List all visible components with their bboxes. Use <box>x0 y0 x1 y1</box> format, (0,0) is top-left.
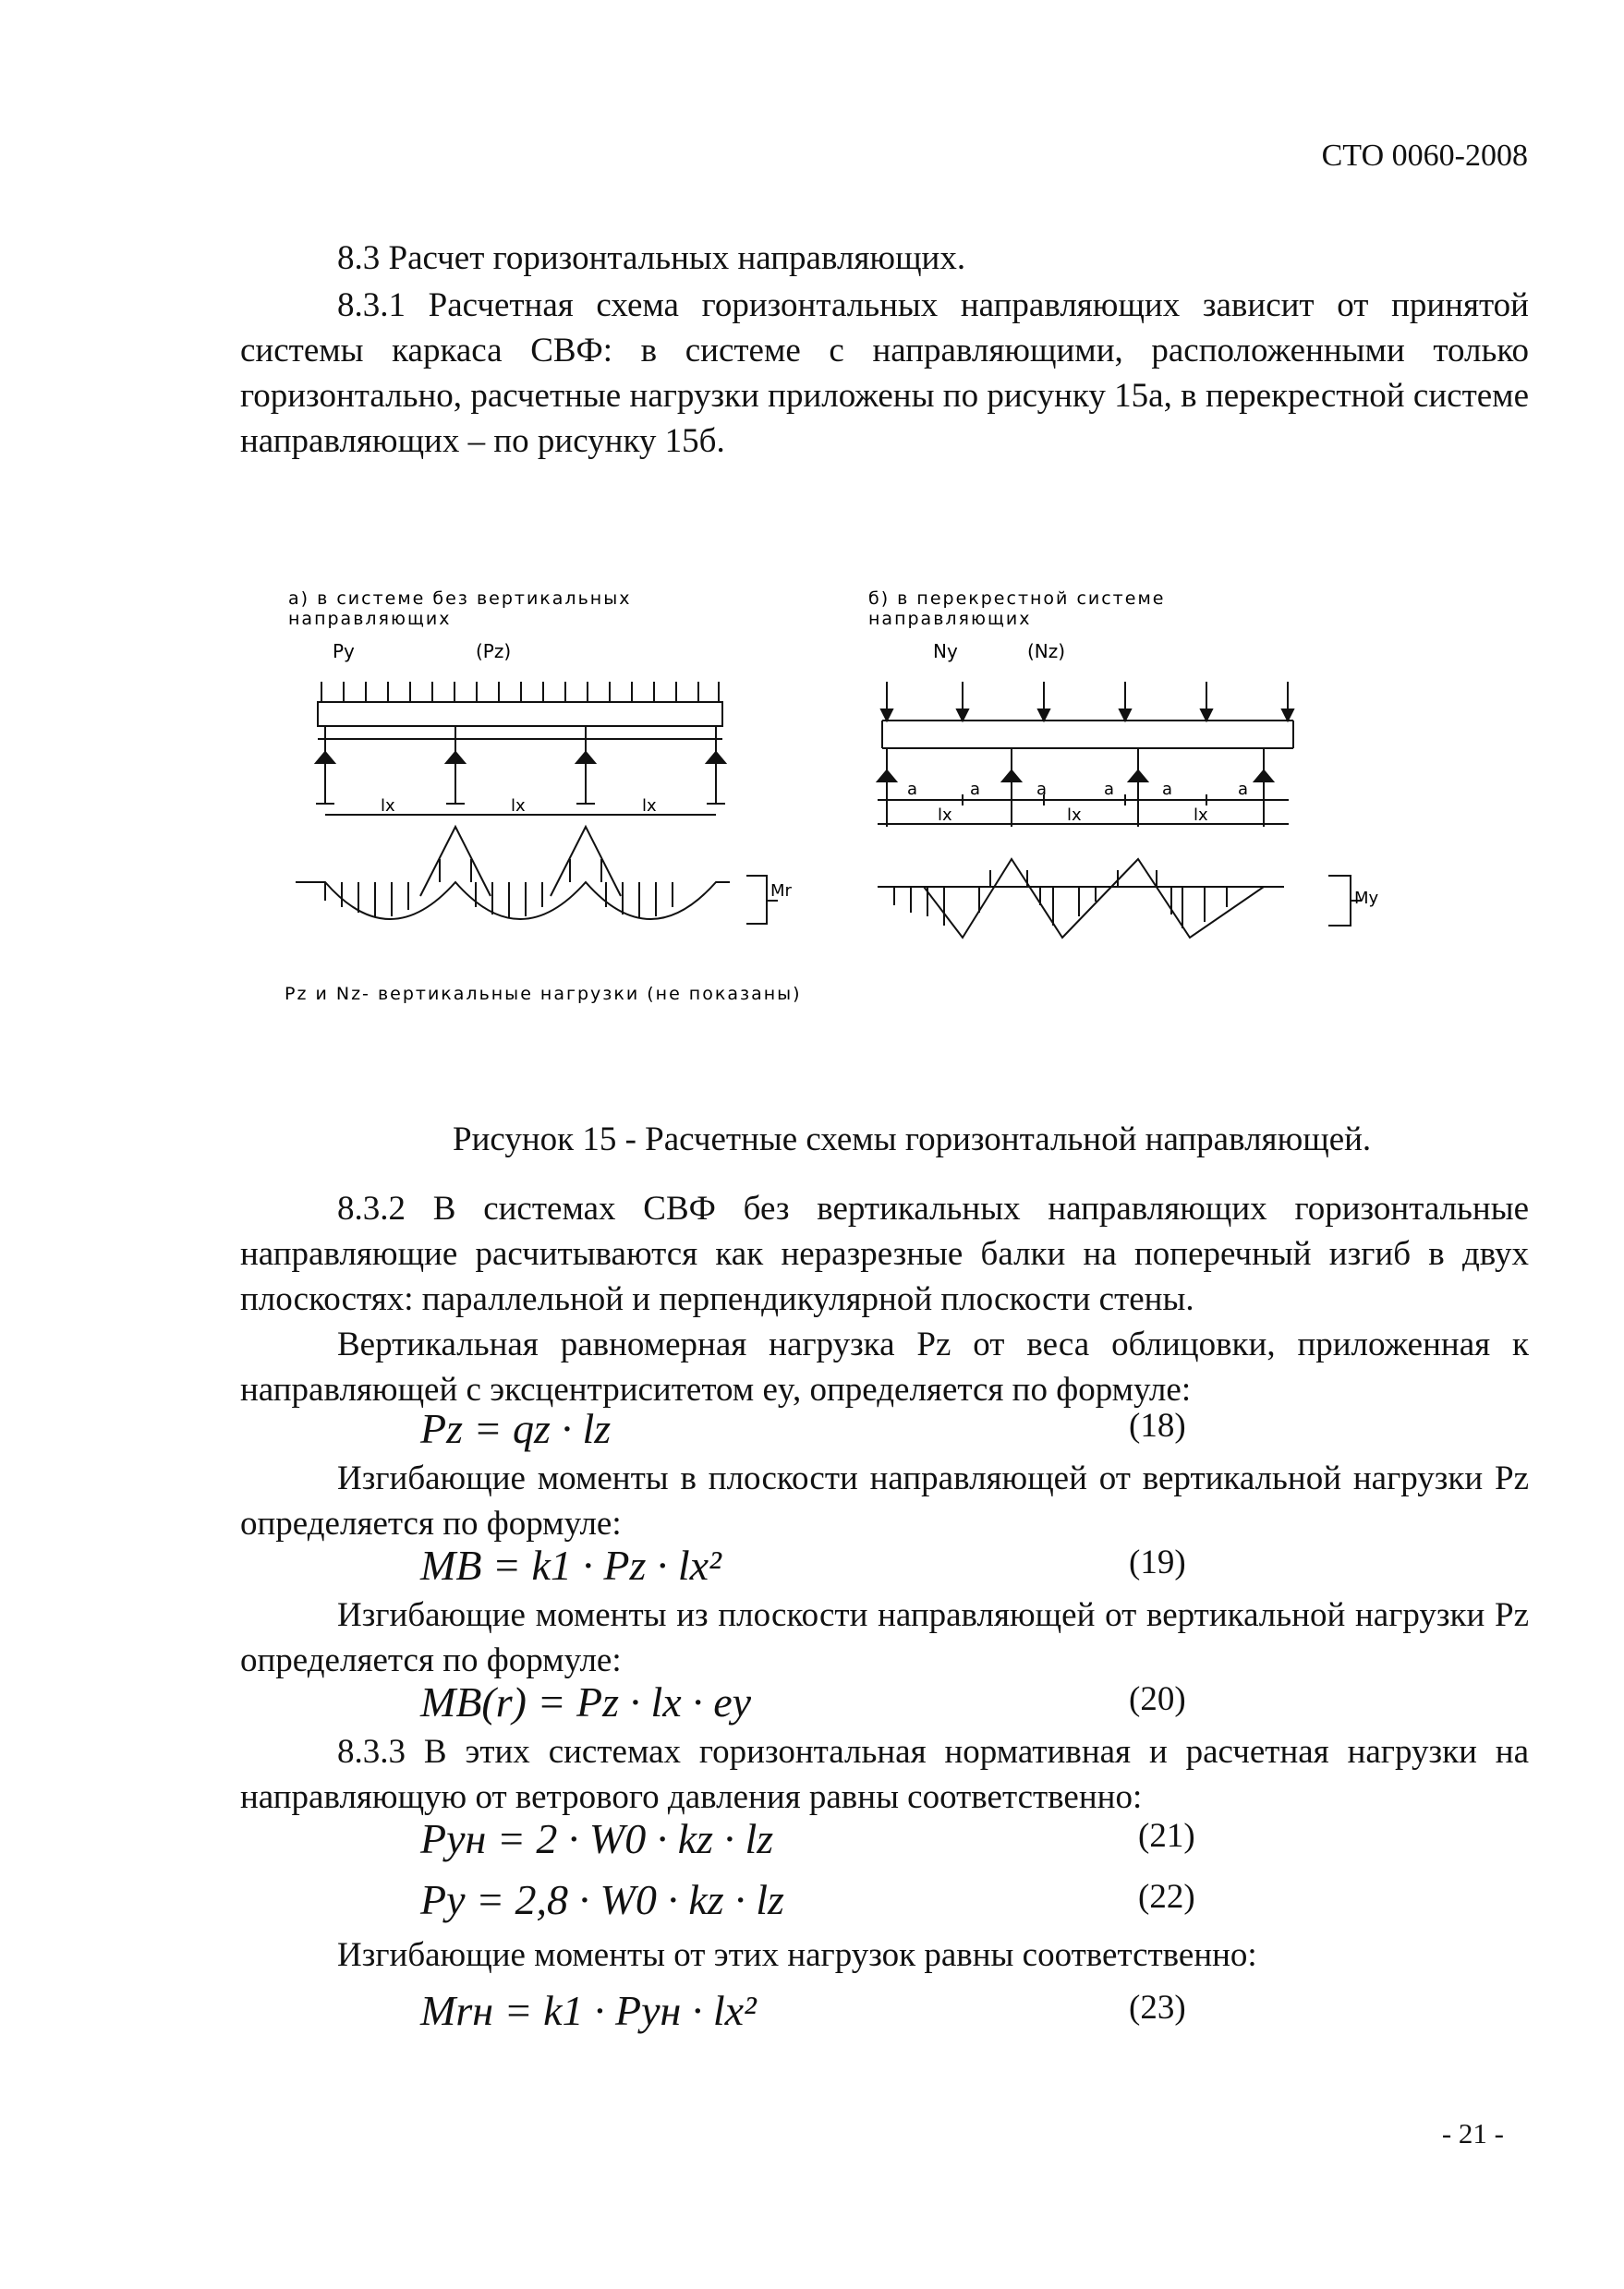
left-beam-scheme <box>296 682 778 924</box>
paragraph-8-3-1: 8.3.1 Расчетная схема горизонтальных направляющих зависит от принятой системы каркаса СВФ: в системе с направляющими, расположенными только горизонтально, расчетные нагрузки приложены по рисунку 15а, в перекрестной системе направляющих – по рисунку 15б. <box>240 286 1529 460</box>
formula-21: Pyн = 2 · W0 · kz · lz <box>420 1815 774 1862</box>
paragraph-moment-out-plane: Изгибающие моменты из плоскости направляющей от вертикальной нагрузки Pz определяется по формуле: <box>240 1596 1529 1679</box>
span-label-2: lx <box>511 796 526 816</box>
figure-15-diagram <box>277 582 1432 1016</box>
paragraph-moments-wind: Изгибающие моменты от этих нагрузок равны соответственно: <box>337 1936 1257 1974</box>
span-label-r2: lx <box>1067 805 1082 825</box>
formula-21-number: (21) <box>1138 1817 1195 1855</box>
left-scheme-title-line-2: направляющих <box>288 609 452 629</box>
formula-23: Mrн = k1 · Pyн · lx² <box>420 1987 757 2034</box>
left-scheme-title-line-1: а) в системе без вертикальных <box>288 588 632 609</box>
seg-a-4: a <box>1104 780 1115 799</box>
formula-18: Pz = qz · lz <box>420 1405 612 1452</box>
paragraph-8-3-2: 8.3.2 В системах СВФ без вертикальных направляющих горизонтальные направляющие расчитываются как неразрезные балки на поперечный изгиб в двух плоскостях: параллельной и перпендикулярной плоскости стены. <box>240 1190 1529 1318</box>
span-label-3: lx <box>642 796 657 816</box>
distributed-load-arrows <box>321 682 719 702</box>
formula-19-number: (19) <box>1129 1544 1186 1581</box>
formula-18-number: (18) <box>1129 1407 1186 1445</box>
load-nz-label: (Nz) <box>1027 640 1066 662</box>
span-label-r1: lx <box>938 805 952 825</box>
right-scheme-title-line-2: направляющих <box>868 609 1032 629</box>
moment-my-label: My <box>1354 889 1379 908</box>
seg-a-2: a <box>970 780 981 799</box>
seg-a-3: a <box>1036 780 1048 799</box>
moment-mr-label: Mr <box>770 881 792 901</box>
formula-22: Py = 2,8 · W0 · kz · lz <box>420 1876 784 1923</box>
span-label-1: lx <box>381 796 395 816</box>
formula-23-number: (23) <box>1129 1989 1186 2027</box>
section-heading: 8.3 Расчет горизонтальных направляющих. <box>337 239 966 277</box>
paragraph-moment-in-plane: Изгибающие моменты в плоскости направляющей от вертикальной нагрузки Pz определяется по формуле: <box>240 1459 1529 1543</box>
paragraph-8-3-3: 8.3.3 В этих системах горизонтальная нормативная и расчетная нагрузки на направляющую от ветрового давления равны соответственно: <box>240 1733 1529 1816</box>
formula-20: MB(r) = Pz · lx · ey <box>420 1678 752 1726</box>
paragraph-vertical-load: Вертикальная равномерная нагрузка Pz от веса облицовки, приложенная к направляющей с эксцентриситетом ey, определяется по формуле: <box>240 1326 1529 1409</box>
seg-a-5: a <box>1162 780 1173 799</box>
seg-a-1: a <box>907 780 918 799</box>
document-code: СТО 0060-2008 <box>1321 139 1528 173</box>
span-label-r3: lx <box>1194 805 1208 825</box>
formula-20-number: (20) <box>1129 1680 1186 1718</box>
load-ny-label: Ny <box>933 640 958 662</box>
page-number: - 21 - <box>1441 2117 1504 2150</box>
figure-note: Pz и Nz- вертикальные нагрузки (не показаны) <box>285 984 802 1004</box>
load-py-label: Py <box>333 640 355 662</box>
formula-19: MB = k1 · Pz · lx² <box>420 1542 721 1589</box>
right-scheme-title-line-1: б) в перекрестной системе <box>868 588 1166 609</box>
figure-caption: Рисунок 15 - Расчетные схемы горизонтальной направляющей. <box>453 1120 1372 1158</box>
seg-a-6: a <box>1238 780 1249 799</box>
load-pz-label: (Pz) <box>476 640 512 662</box>
formula-22-number: (22) <box>1138 1878 1195 1916</box>
